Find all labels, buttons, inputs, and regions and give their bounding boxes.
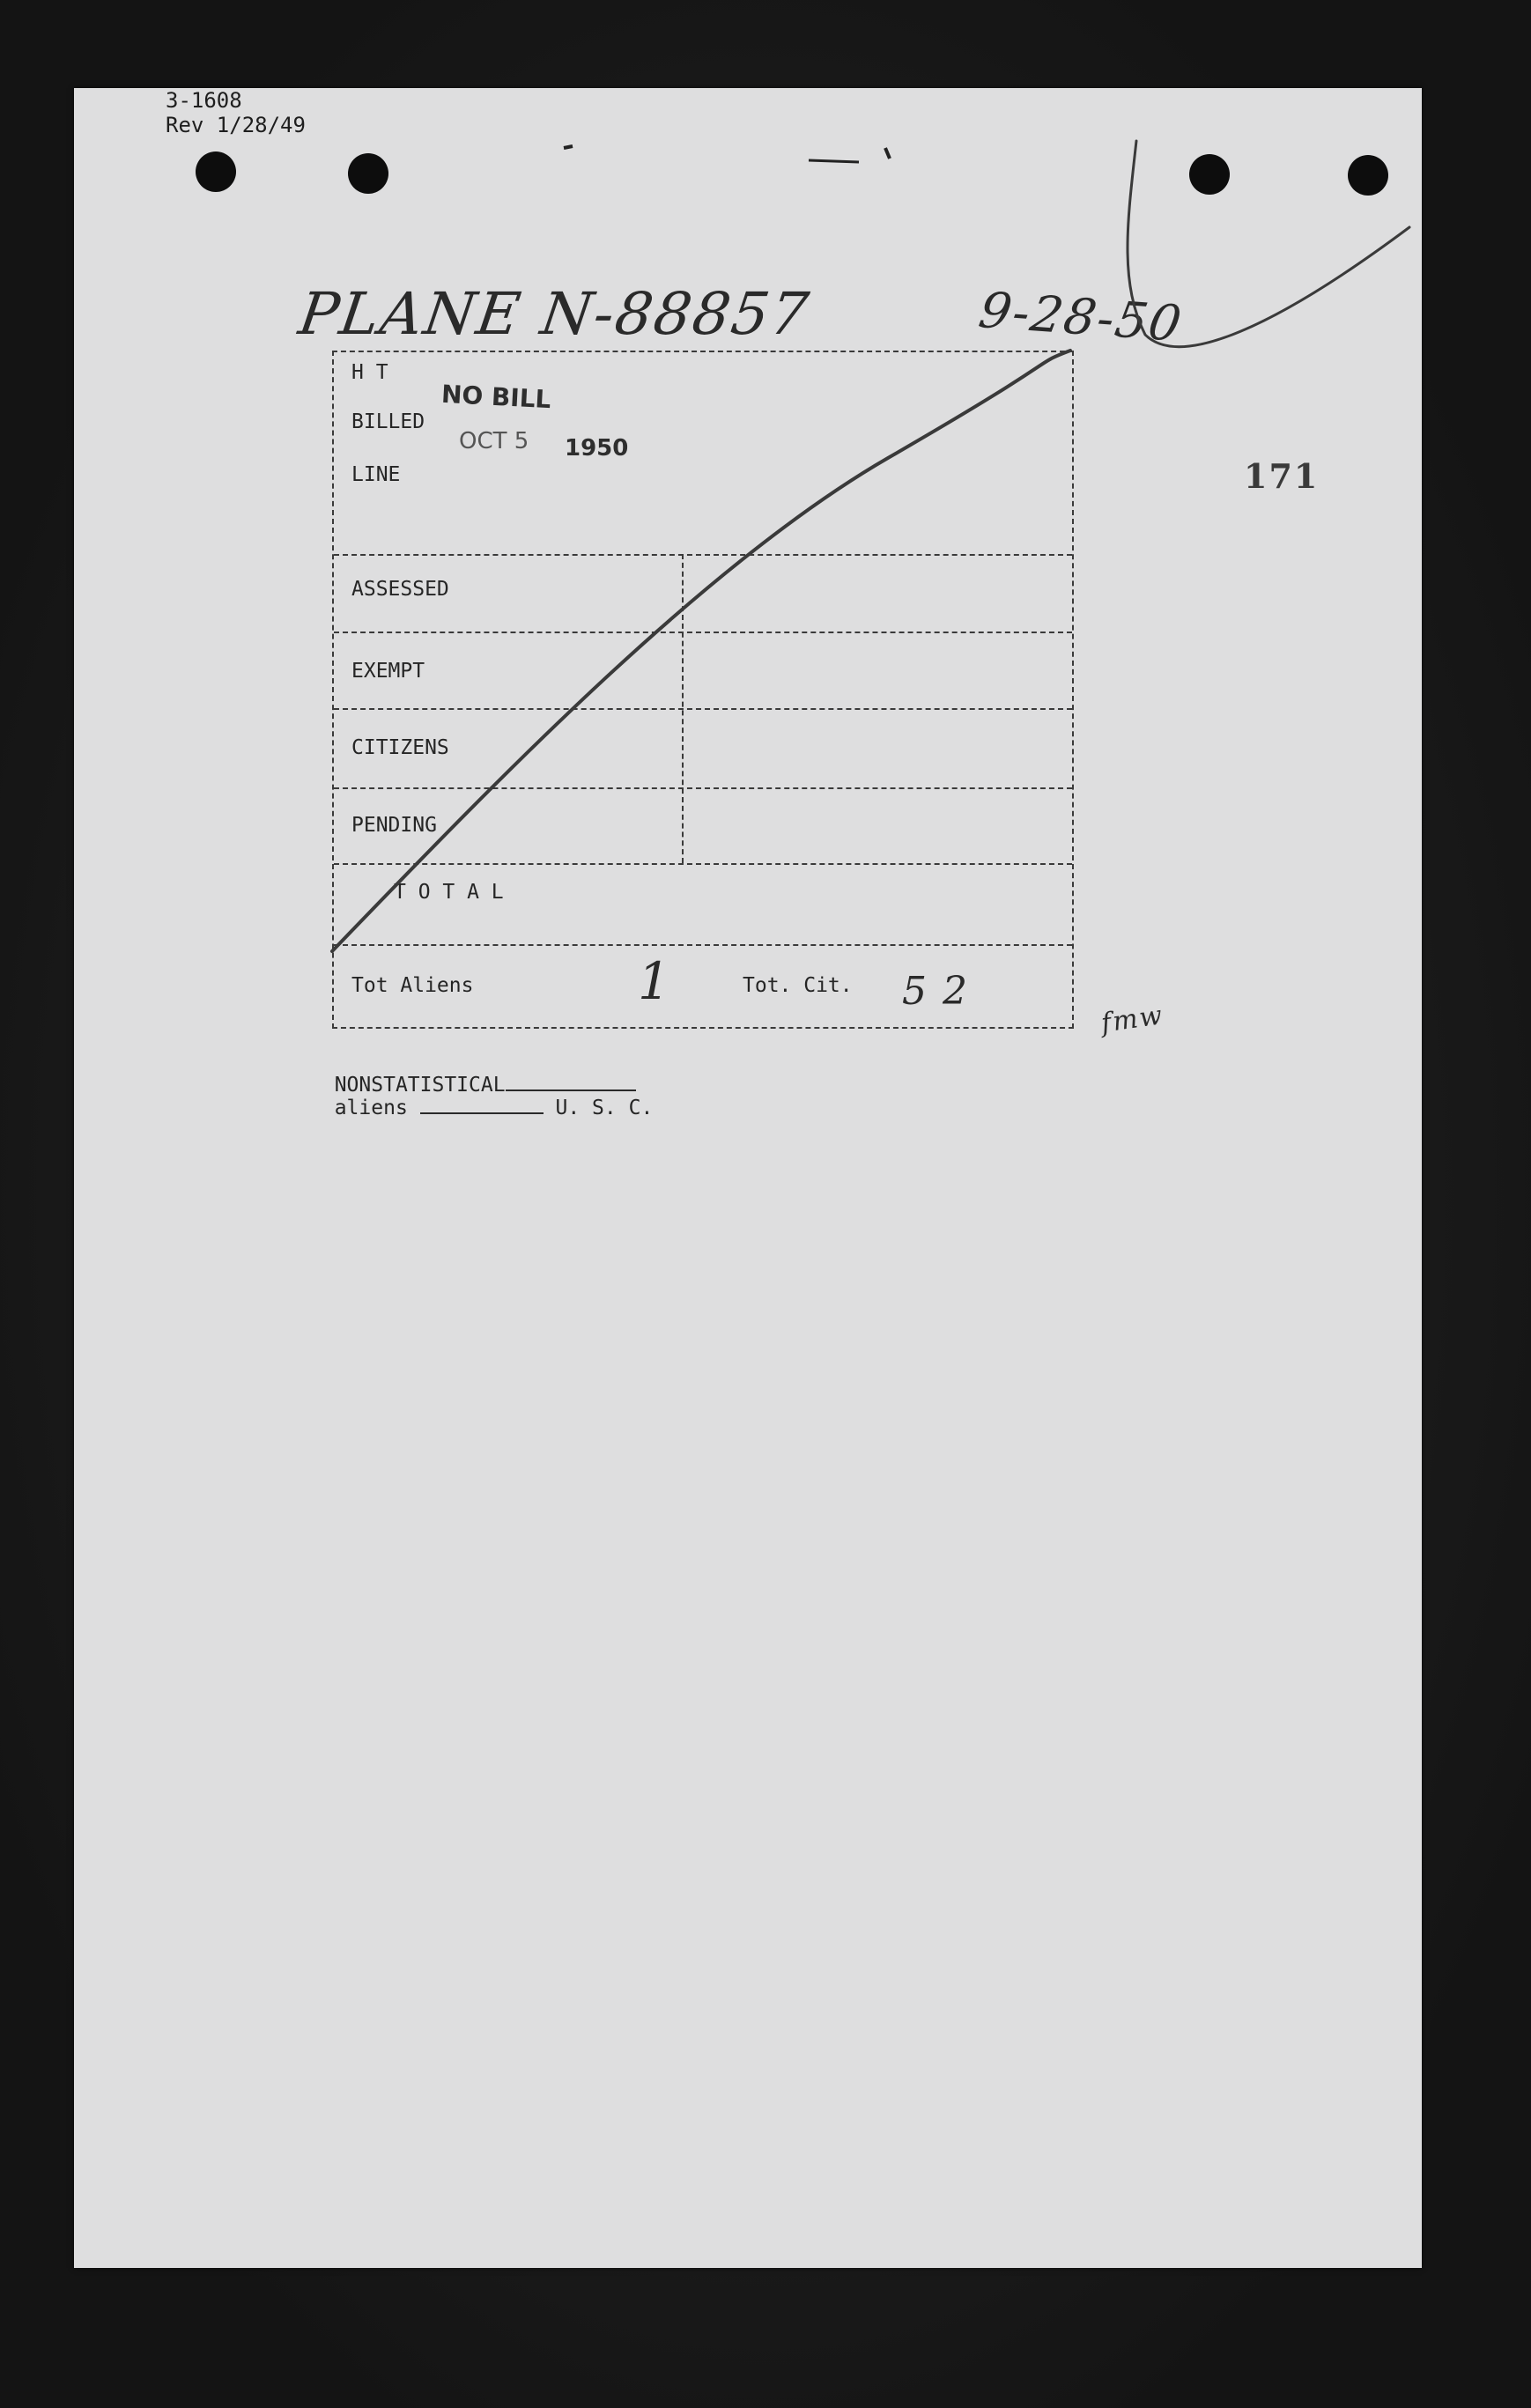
vessel-handwritten: PLANE N-88857: [294, 280, 815, 348]
tot-cit-handwritten: 5 2: [902, 969, 969, 1014]
label-ht: H T: [351, 361, 388, 384]
label-usc: U. S. C.: [555, 1097, 654, 1119]
cancel-diagonal-stroke: [332, 351, 1070, 951]
label-assessed: ASSESSED: [351, 578, 449, 601]
form-number: 3-1608: [166, 88, 242, 113]
label-billed: BILLED: [351, 410, 425, 433]
label-aliens: aliens: [334, 1097, 408, 1119]
stamp-date-month-day: OCT 5: [459, 428, 529, 454]
tot-aliens-handwritten: 1: [638, 951, 672, 1011]
label-tot-cit: Tot. Cit.: [743, 974, 853, 997]
label-nonstatistical: NONSTATISTICAL: [334, 1074, 506, 1097]
page-number: 171: [1244, 456, 1320, 496]
label-total: T O T A L: [394, 881, 504, 904]
stamp-no-bill: NO BILL: [440, 379, 552, 415]
label-tot-aliens: Tot Aliens: [351, 974, 474, 997]
label-line: LINE: [351, 463, 401, 486]
form-revision: Rev 1/28/49: [166, 113, 306, 137]
initials-handwritten: fmw: [1098, 1000, 1166, 1039]
top-mark-3: [885, 148, 890, 159]
margin-curve-stroke: [1128, 141, 1409, 347]
date-handwritten: 9-28-50: [974, 282, 1187, 353]
stamp-date-year: 1950: [565, 435, 629, 462]
label-citizens: CITIZENS: [351, 736, 449, 759]
label-pending: PENDING: [351, 814, 437, 837]
top-mark-2: [809, 160, 859, 162]
top-mark-1: [564, 146, 573, 148]
label-exempt: EXEMPT: [351, 660, 425, 683]
